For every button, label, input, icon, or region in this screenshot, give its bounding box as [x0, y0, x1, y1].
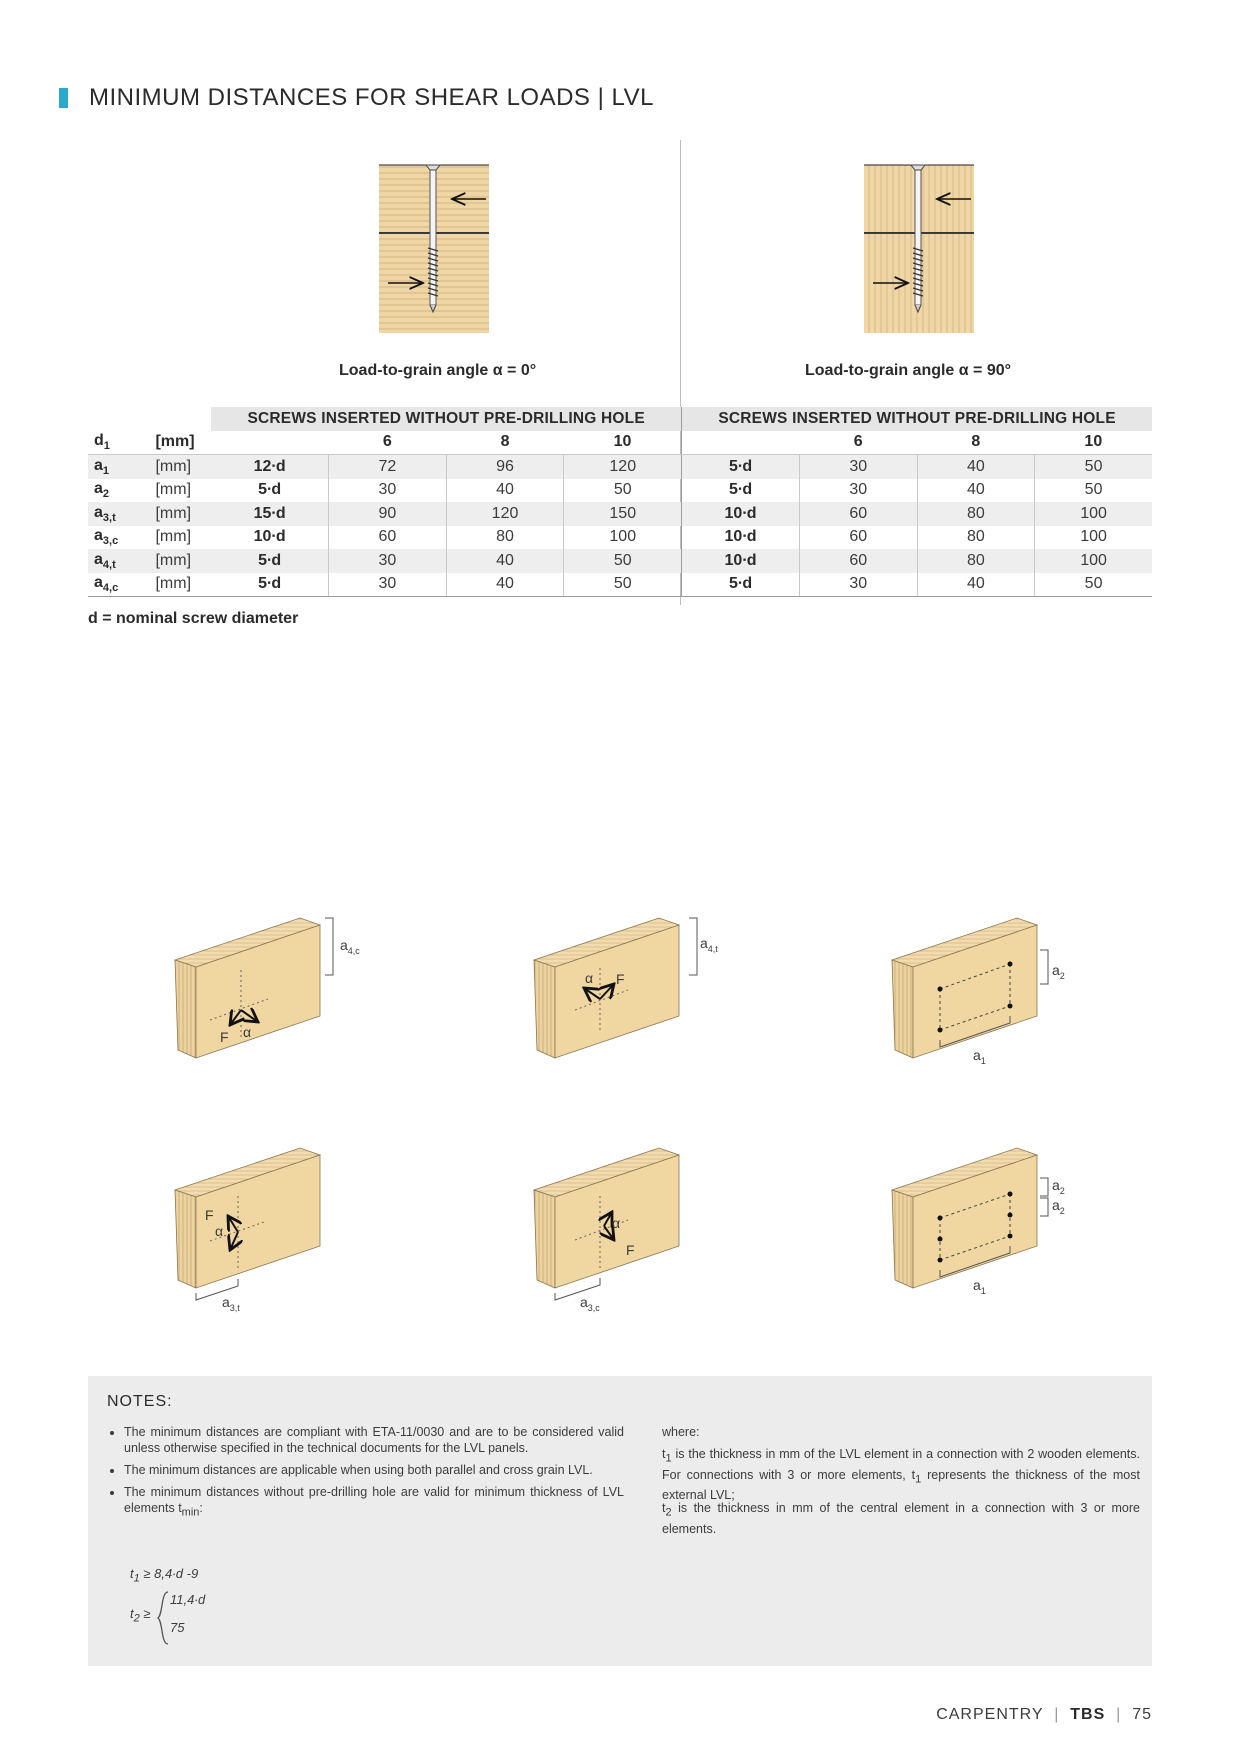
row-symbol: $a_{3,c}$	[94, 527, 119, 548]
diameter-header-row	[88, 431, 1152, 455]
row-symbol: $a_{4,c}$	[88, 573, 155, 597]
table-row: $a_{3,c}$ [mm] 10∙d 60 80 100 10∙d 60 80 100	[88, 526, 1152, 550]
block-a3c	[534, 1148, 679, 1313]
notes-list	[106, 1424, 624, 1527]
factor-cell: 5∙d	[682, 479, 800, 503]
block-a4t	[534, 918, 718, 1058]
factor-cell: 10∙d	[682, 502, 800, 526]
load-angle-label-90: Load-to-grain angle α = 90°	[805, 362, 1012, 379]
diagram-alpha-90	[864, 165, 974, 333]
notes-box	[88, 1376, 1152, 1666]
svg-text:a2: $a_2$	[1052, 1197, 1065, 1216]
force-label: F	[220, 1029, 229, 1045]
unit-label: [mm]	[155, 431, 211, 455]
diameter-cell: 8	[917, 431, 1035, 455]
diameter-cell: 8	[446, 431, 564, 455]
row-symbol: $a_{4,t}$	[88, 549, 155, 573]
block-a3t	[175, 1148, 320, 1313]
row-symbol: $a_{3,t}$	[88, 502, 155, 526]
a4t-label: $a_{4,t}$	[700, 935, 718, 954]
svg-text:a1: $a_1$	[973, 1277, 986, 1296]
diameter-cell: 10	[564, 431, 682, 455]
top-diagrams	[0, 0, 1240, 400]
factor-cell: 12∙d	[211, 455, 328, 479]
block-a1-a2-double	[892, 1148, 1065, 1296]
block-a4c	[175, 918, 360, 1058]
table-row: $a_{3,t}$ [mm] 15∙d 90 120 150 10∙d 60 80 100	[88, 502, 1152, 526]
table-group-header	[88, 407, 1152, 431]
svg-text:α: α	[585, 970, 594, 986]
page-title: MINIMUM DISTANCES FOR SHEAR LOADS | LVL	[89, 84, 654, 111]
where-label: where:	[662, 1425, 700, 1439]
formula-t2-option-a: 11,4∙d	[170, 1592, 206, 1607]
diameter-cell: 10	[1035, 431, 1152, 455]
footer-section: CARPENTRY	[936, 1706, 1044, 1723]
formula-t2-option-b: 75	[170, 1620, 185, 1635]
factor-cell: 5∙d	[682, 455, 800, 479]
factor-cell: 10∙d	[682, 549, 800, 573]
table-row: $a_1$ [mm] 12∙d 72 96 120 5∙d 30 40 50	[88, 455, 1152, 479]
svg-text:α: α	[612, 1215, 621, 1231]
formula-t1: $t_1 \ge 8,4\cdot d$ -9	[130, 1566, 199, 1585]
a4c-label: $a_{4,c}$	[340, 937, 360, 956]
alpha-label: α	[243, 1024, 252, 1040]
svg-text:F: F	[205, 1207, 214, 1223]
load-angle-label-0: Load-to-grain angle α = 0°	[339, 362, 537, 379]
diameter-cell: 6	[329, 431, 447, 455]
t1-definition: $t_1$ is the thickness in mm of the LVL element in a connection with 2 wooden elements. For connections with 3 or more elements, $t_1$ represents the thickness of the most external LVL;	[662, 1447, 1140, 1502]
table-row: $a_{4,c}$ [mm] 5∙d 30 40 50 5∙d 30 40 50	[88, 573, 1152, 597]
svg-text:a2: $a_2$	[1052, 1177, 1065, 1196]
factor-cell: 5∙d	[211, 549, 328, 573]
formula-t2: $t_2$ ≥	[130, 1606, 151, 1625]
row-symbol: $a_1$	[88, 455, 155, 479]
note-item: • The minimum distances without pre-drilling hole are valid for minimum thickness of LVL elements $t_{min}$:	[124, 1484, 624, 1521]
diagram-alpha-0	[379, 165, 489, 333]
a3c-label: $a_{3,c}$	[580, 1294, 600, 1313]
distance-illustrations	[0, 900, 1240, 1340]
svg-text:F: F	[626, 1242, 635, 1258]
group-header-left: SCREWS INSERTED WITHOUT PRE-DRILLING HOLE	[211, 407, 681, 431]
page-footer: CARPENTRY | TBS | 75	[936, 1706, 1152, 1723]
factor-cell: 15∙d	[211, 502, 328, 526]
block-a1-a2	[892, 918, 1065, 1066]
t2-definition: $t_2$ is the thickness in mm of the central element in a connection with 3 or more elements.	[662, 1501, 1140, 1536]
a1-label: $a_1$	[973, 1047, 986, 1066]
table-row: $a_2$ [mm] 5∙d 30 40 50 5∙d 30 40 50	[88, 479, 1152, 503]
footer-product: TBS	[1070, 1706, 1106, 1723]
note-item: • The minimum distances are compliant with ETA-11/0030 and are to be considered valid unless otherwise specified in the technical documents for the LVL panels.	[124, 1424, 624, 1456]
table-row: $a_{4,t}$ [mm] 5∙d 30 40 50 10∙d 60 80 100	[88, 549, 1152, 573]
factor-cell: 5∙d	[211, 573, 328, 597]
svg-text:α: α	[215, 1223, 224, 1239]
a3t-label: $a_{3,t}$	[222, 1294, 240, 1313]
factor-cell: 10∙d	[253, 528, 286, 546]
factor-cell: 5∙d	[682, 573, 800, 597]
a2-label: $a_2$	[1052, 962, 1065, 981]
min-distance-table	[88, 407, 1152, 597]
factor-cell: 5∙d	[258, 481, 282, 499]
note-item: • The minimum distances are applicable when using both parallel and cross grain LVL.	[124, 1462, 624, 1478]
page-number: 75	[1132, 1706, 1152, 1723]
d1-label: $d_1$	[88, 431, 155, 455]
row-symbol: $a_2$	[94, 480, 110, 501]
table-footnote: d = nominal screw diameter	[88, 610, 299, 627]
brace-icon	[156, 1590, 170, 1646]
factor-cell: 10∙d	[682, 526, 800, 550]
group-header-right: SCREWS INSERTED WITHOUT PRE-DRILLING HOLE	[682, 407, 1152, 431]
diameter-cell: 6	[799, 431, 917, 455]
notes-title: NOTES:	[107, 1393, 173, 1410]
svg-text:F: F	[616, 971, 625, 987]
